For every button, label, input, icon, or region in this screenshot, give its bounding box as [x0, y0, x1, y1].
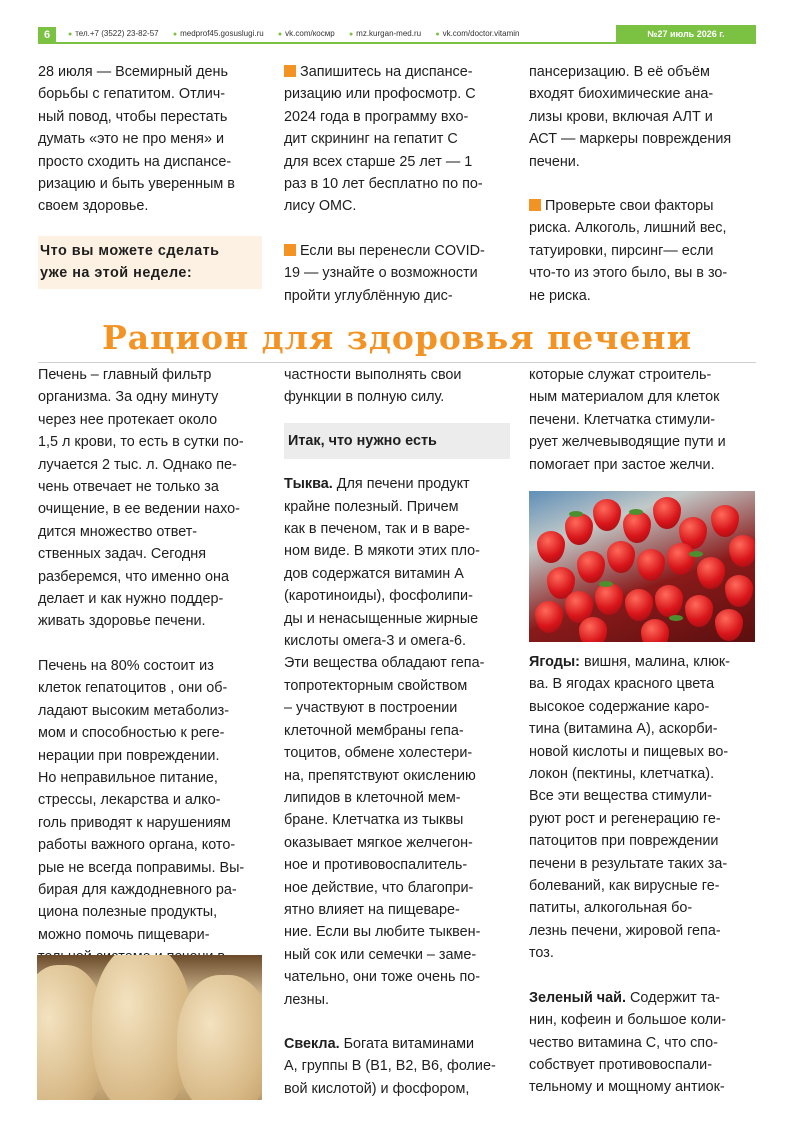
text-line: ном виде. В мякоти этих пло- — [284, 543, 480, 560]
text-line: татуировки, пирсинг— если — [529, 242, 714, 259]
text-line: кислоты омега-3 и омега-6. — [284, 633, 467, 650]
text-line: вишня, малина, клюк- — [579, 654, 730, 670]
action-callout — [38, 236, 262, 289]
text-line: ный повод, чтобы перестать — [38, 108, 228, 125]
text-line: Запишитесь на диспансе- — [300, 64, 473, 80]
text-line: тоцитов, обмене холестери- — [284, 745, 473, 762]
text-line: новой кислоты и пищевых во- — [529, 743, 729, 760]
text-line: Печень на 80% состоит из — [38, 657, 214, 674]
text-line: рые не всегда поправимы. Вы- — [38, 859, 245, 876]
text-line: Эти вещества обладают гепа- — [284, 655, 485, 672]
text-line: тельному и мощному антиок- — [529, 1079, 725, 1096]
text-line: Все эти вещества стимули- — [529, 788, 712, 805]
text-line: Печень – главный фильтр — [38, 367, 212, 383]
bullet-square-icon — [284, 244, 296, 256]
text-line: лучается 2 тыс. л. Однако пе- — [38, 456, 237, 473]
text-line: стрессы, лекарства и алко- — [38, 792, 221, 809]
contact-site[interactable]: ● medprof45.gosuslugi.ru — [173, 29, 264, 38]
text-line: липидов в клеточной мем- — [284, 789, 461, 806]
text-line: Проверьте свои факторы — [545, 198, 714, 215]
text-line: борьбы с гепатитом. Отлич- — [38, 86, 226, 103]
strawberries-photo — [529, 491, 755, 642]
text-line: рует желчевыводящие пути и — [529, 434, 726, 451]
text-line: на, препятствуют окислению — [284, 767, 476, 784]
title-divider — [38, 362, 756, 363]
text-line: не риска. — [529, 287, 591, 304]
text-line: для всех старше 25 лет — 1 — [284, 153, 473, 170]
text-line: работы важного органа, кото- — [38, 837, 236, 854]
text-line: нин, кофеин и большое коли- — [529, 1012, 726, 1029]
text-line: 2024 года в программу вхо- — [284, 108, 469, 125]
text-line: мом и способностью к реге- — [38, 725, 225, 742]
text-line: печени. Клетчатка стимули- — [529, 411, 716, 428]
page-header — [38, 27, 756, 44]
text-line: делает и как нужно поддер- — [38, 591, 224, 608]
text-line: функции в полную силу. — [284, 389, 445, 406]
text-line: Богата витаминами — [339, 1035, 475, 1052]
text-line: голь приводят к нарушениям — [38, 814, 231, 831]
text-line: как в печеном, так и в варе- — [284, 521, 470, 538]
top-column-2 — [284, 61, 508, 307]
text-line: высокое содержание каро- — [529, 698, 710, 715]
text-line: своем здоровье. — [38, 198, 149, 215]
text-line: АСТ — маркеры повреждения — [529, 131, 732, 148]
text-line: раз в 10 лет бесплатно по по- — [284, 176, 483, 193]
text-line: можно помочь пищевари- — [38, 926, 210, 943]
text-line: просто сходить на диспансе- — [38, 153, 232, 170]
text-line: топротекторным свойством — [284, 677, 468, 694]
text-line: ятно влияет на пищеваре- — [284, 901, 460, 918]
text-line: тина (витамина А), аскорби- — [529, 721, 718, 738]
text-line: Если вы перенесли COVID- — [300, 242, 485, 259]
text-line: входят биохимические ана- — [529, 86, 714, 103]
text-line: ладают высоким метаболиз- — [38, 702, 230, 719]
text-line: лезны. — [284, 991, 329, 1008]
text-line: частности выполнять свои — [284, 367, 462, 383]
callout-line: уже на этой неделе: — [40, 265, 193, 282]
text-line: чательно, они тоже очень по- — [284, 969, 481, 986]
text-line: вой кислотой) и фосфором, — [284, 1080, 470, 1097]
top-column-1 — [38, 61, 262, 289]
text-line: бране. Клетчатка из тыквы — [284, 812, 464, 829]
text-line: болеваний, как вирусные ге- — [529, 878, 720, 895]
contact-mz[interactable]: ● mz.kurgan-med.ru — [349, 29, 421, 38]
text-line: помогает при застое желчи. — [529, 456, 715, 473]
text-line: локон (пектины, клетчатка). — [529, 766, 715, 783]
text-line: собствует противовоспали- — [529, 1056, 713, 1073]
text-line: Содержит та- — [626, 989, 720, 1006]
text-line: дов содержатся витамин А — [284, 565, 464, 582]
subheading: Итак, что нужно есть — [284, 423, 510, 459]
text-line: риска. Алкоголь, лишний вес, — [529, 220, 727, 237]
text-line: 28 июля — Всемирный день — [38, 64, 229, 80]
bullet-square-icon — [284, 65, 296, 77]
text-line: дится множество ответ- — [38, 523, 198, 540]
article-column-3a — [529, 364, 756, 476]
text-line: крайне полезный. Причем — [284, 498, 459, 515]
contact-vk-doctor[interactable]: ● vk.com/doctor.vitamin — [435, 29, 519, 38]
text-line: чень отвечает не только за — [38, 479, 219, 496]
text-line: пансеризацию. В её объём — [529, 64, 710, 80]
callout-line: Что вы можете сделать — [40, 242, 220, 259]
text-line: руют рост и регенерацию ге- — [529, 810, 721, 827]
text-line: – участвуют в построении — [284, 700, 458, 717]
text-line: 19 — узнайте о возможности — [284, 265, 478, 282]
pumpkin-heading: Тыква. — [284, 476, 333, 493]
berries-heading: Ягоды: — [529, 654, 580, 670]
text-line: лису ОМС. — [284, 198, 357, 215]
text-line: ва. В ягодах красного цвета — [529, 676, 715, 693]
text-line: печени. — [529, 153, 580, 170]
text-line: ды и ненасыщенные жирные — [284, 610, 479, 627]
text-line: пройти углублённую дис- — [284, 287, 453, 304]
text-line: ное и противовоспалитель- — [284, 857, 468, 874]
text-line: циона полезные продукты, — [38, 904, 218, 921]
text-line: дит скрининг на гепатит С — [284, 131, 458, 148]
text-line: клеточной мембраны гепа- — [284, 722, 464, 739]
text-line: чество витамина С, что спо- — [529, 1034, 718, 1051]
text-line: очищение, в ее ведении нахо- — [38, 501, 240, 518]
text-line: патоцитов при повреждении — [529, 833, 719, 850]
text-line: 1,5 л крови, то есть в сутки по- — [38, 434, 244, 451]
text-line: организма. За одну минуту — [38, 389, 219, 406]
text-line: (каротиноиды), фосфолипи- — [284, 588, 473, 605]
text-line: нерации при повреждении. — [38, 747, 220, 764]
text-line: которые служат строитель- — [529, 367, 712, 383]
text-line: ное действие, что благопри- — [284, 879, 474, 896]
text-line: разберемся, что именно она — [38, 568, 229, 585]
contact-phone: ● тел.+7 (3522) 23-82-57 — [68, 29, 159, 38]
text-line: ние. Если вы любите тыквен- — [284, 924, 481, 941]
issue-badge: №27 июль 2026 г. — [616, 25, 756, 44]
text-line: живать здоровье печени. — [38, 613, 206, 630]
text-line: лезнь печени, жировой гепа- — [529, 922, 721, 939]
text-line: печени в результате таких за- — [529, 855, 728, 872]
page-number: 6 — [38, 27, 56, 44]
article-title: Рацион для здоровья печени — [101, 318, 693, 357]
text-line: тоз. — [529, 945, 554, 962]
contact-vk[interactable]: ● vk.com/космр — [278, 29, 335, 38]
tea-heading: Зеленый чай. — [529, 989, 627, 1006]
article-column-2 — [284, 364, 510, 1100]
article-column-3b — [529, 651, 756, 1099]
article-column-1 — [38, 364, 262, 969]
text-line: клеток гепатоцитов , они об- — [38, 680, 228, 697]
beet-heading: Свекла. — [284, 1035, 340, 1052]
text-line: Для печени продукт — [332, 476, 470, 493]
top-column-3 — [529, 61, 756, 307]
bullet-square-icon — [529, 199, 541, 211]
contacts-bar — [68, 29, 531, 38]
text-line: ризацию или профосмотр. С — [284, 86, 476, 103]
text-line: бирая для каждодневного ра- — [38, 881, 237, 898]
text-line: А, группы В (В1, В2, В6, фолие- — [284, 1058, 496, 1075]
text-line: ным материалом для клеток — [529, 389, 720, 406]
text-line: думать «это не про меня» и — [38, 131, 224, 148]
pumpkin-photo — [37, 955, 262, 1100]
text-line: Но неправильное питание, — [38, 769, 218, 786]
text-line: патиты, алкогольная бо- — [529, 900, 693, 917]
text-line: лизы крови, включая АЛТ и — [529, 108, 713, 125]
text-line: что-то из этого было, вы в зо- — [529, 265, 728, 282]
text-line: через нее протекает около — [38, 411, 218, 428]
text-line: ственных задач. Сегодня — [38, 546, 207, 563]
text-line: ризацию и быть уверенным в — [38, 176, 235, 193]
text-line: ный сок или семечки – заме- — [284, 946, 477, 963]
text-line: оказывает мягкое желчегон- — [284, 834, 473, 851]
